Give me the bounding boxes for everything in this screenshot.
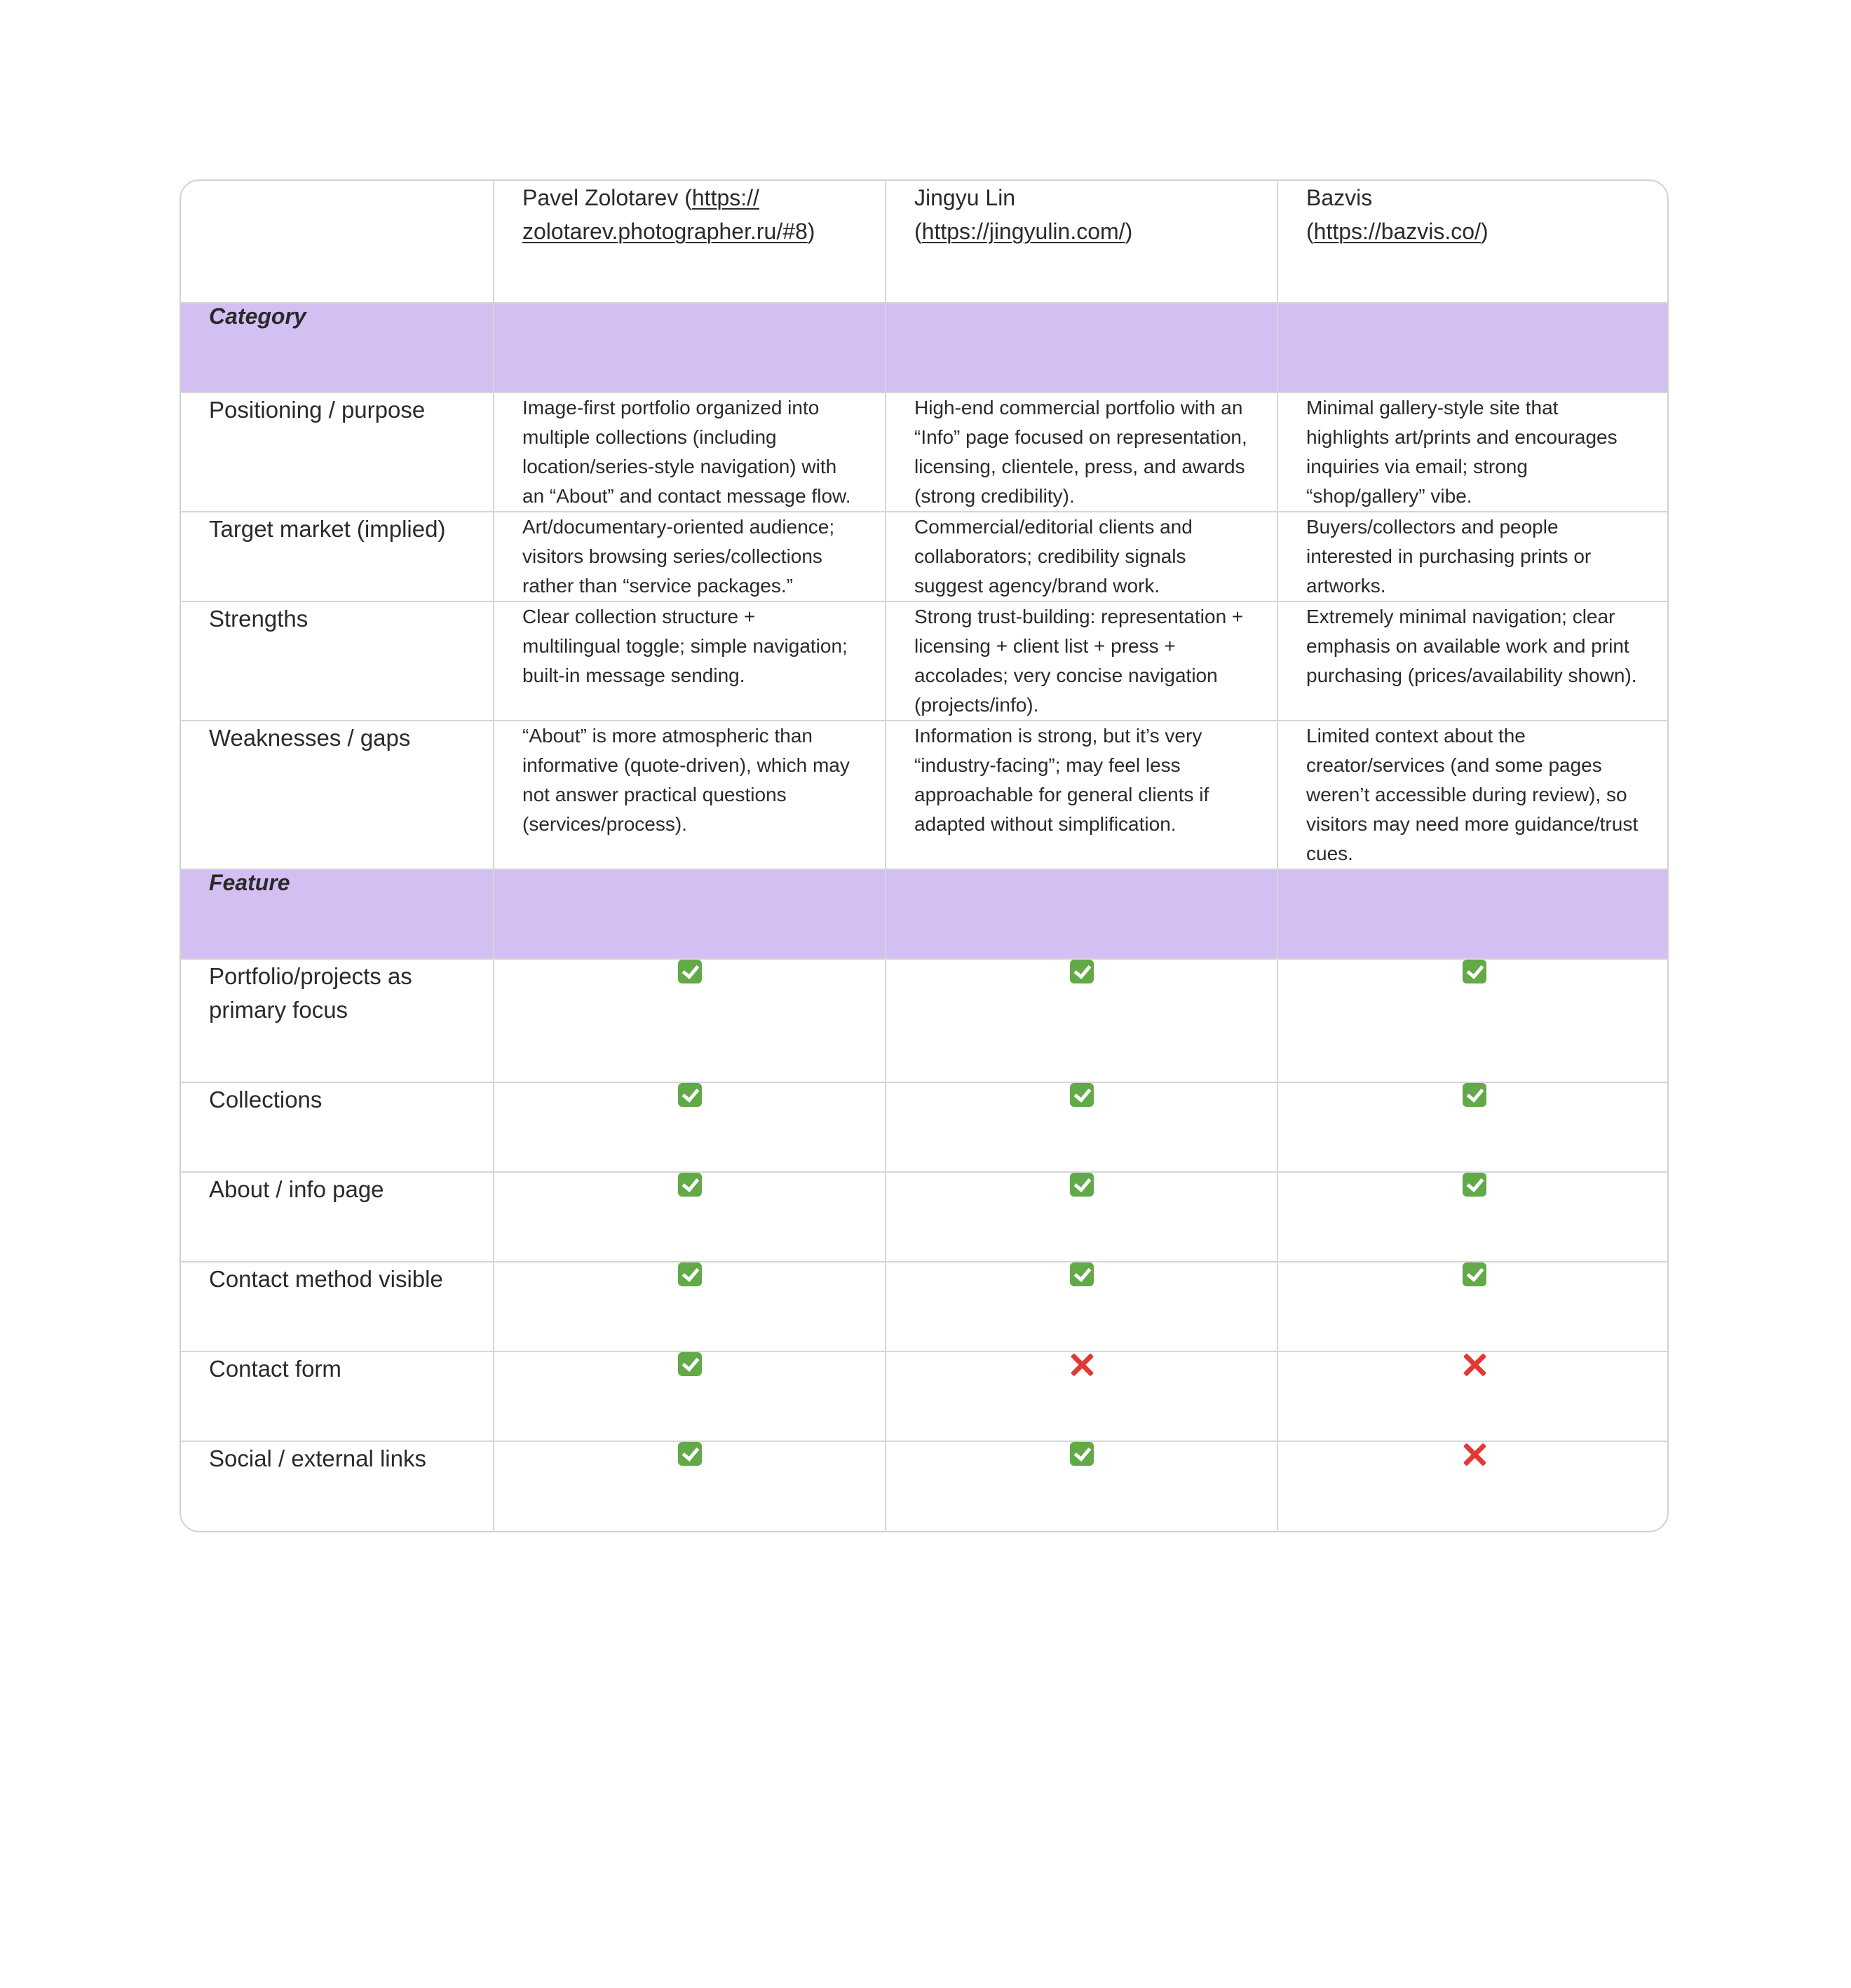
table-cell	[1277, 393, 1669, 512]
competitor-name: Pavel Zolotarev (	[522, 185, 692, 210]
feature-row-contact-form	[181, 1352, 1669, 1441]
cell-text: Art/documentary-oriented audience; visitors browsing series/collections rather than “service packages.”	[522, 516, 835, 597]
table-row-target-market	[181, 512, 1669, 601]
header-cell-jingyu	[886, 181, 1277, 303]
table-cell	[494, 721, 886, 869]
link-line-2: zolotarev.photographer.ru/#8	[522, 219, 808, 244]
section-empty-cell	[886, 869, 1277, 959]
mark-cell	[886, 1082, 1277, 1172]
cell-text: Information is strong, but it’s very “industry-facing”; may feel less approachable for general clients if adapted without simplification.	[914, 725, 1209, 835]
table-cell	[886, 601, 1277, 721]
row-label: Portfolio/projects as primary focus	[209, 963, 412, 1023]
section-label-cell	[181, 303, 494, 393]
competitor-link[interactable]: https://bazvis.co/	[1313, 219, 1481, 244]
cell-text: Minimal gallery-style site that highlights art/prints and encourages inquiries via email; strong “shop/gallery” vibe.	[1306, 397, 1618, 507]
check-icon	[1070, 1262, 1094, 1286]
row-label: Strengths	[209, 606, 308, 632]
paren-close: )	[1480, 219, 1489, 244]
paren-open: (	[1306, 219, 1314, 244]
mark-cell	[886, 1441, 1277, 1531]
competitor-name: Jingyu Lin	[914, 185, 1016, 210]
link-line-1: https://	[691, 185, 759, 210]
mark-cell	[1277, 1172, 1669, 1262]
mark-cell	[494, 1441, 886, 1531]
table-cell	[886, 512, 1277, 601]
row-label: Collections	[209, 1087, 323, 1112]
header-cell-zolotarev	[494, 181, 886, 303]
cell-text: Image-first portfolio organized into multiple collections (including location/series-style navigation) with an “About” and contact message flow.	[522, 397, 851, 507]
cell-text: Clear collection structure + multilingual toggle; simple navigation; built-in message sending.	[522, 606, 848, 686]
row-label-cell	[181, 959, 494, 1082]
table-row-positioning	[181, 393, 1669, 512]
row-label: Contact form	[209, 1356, 341, 1382]
cell-text: Limited context about the creator/services (and some pages weren’t accessible during review), so visitors may need more guidance/trust cues.	[1306, 725, 1639, 864]
row-label-cell	[181, 1352, 494, 1441]
mark-cell	[494, 1262, 886, 1352]
mark-cell	[494, 959, 886, 1082]
mark-cell	[494, 1172, 886, 1262]
competitor-name: Bazvis	[1306, 185, 1373, 210]
check-icon	[678, 960, 702, 983]
feature-row-collections	[181, 1082, 1669, 1172]
mark-cell	[494, 1082, 886, 1172]
paren-open: (	[914, 219, 922, 244]
cross-icon	[1069, 1352, 1094, 1377]
feature-row-portfolio	[181, 959, 1669, 1082]
table-cell	[1277, 512, 1669, 601]
row-label: Social / external links	[209, 1445, 426, 1471]
check-icon	[1070, 1173, 1094, 1197]
table-row-weaknesses	[181, 721, 1669, 869]
comparison-table	[179, 179, 1669, 1532]
cross-icon	[1462, 1352, 1487, 1377]
table-cell	[886, 721, 1277, 869]
table-cell	[1277, 721, 1669, 869]
mark-cell	[886, 959, 1277, 1082]
section-label-cell	[181, 869, 494, 959]
mark-cell	[1277, 1352, 1669, 1441]
feature-row-social	[181, 1441, 1669, 1531]
check-icon	[678, 1352, 702, 1376]
cell-text: “About” is more atmospheric than informative (quote-driven), which may not answer practical questions (services/process).	[522, 725, 850, 835]
row-label-cell	[181, 512, 494, 601]
mark-cell	[886, 1262, 1277, 1352]
mark-cell	[1277, 1082, 1669, 1172]
row-label-cell	[181, 1172, 494, 1262]
mark-cell	[494, 1352, 886, 1441]
mark-cell	[1277, 959, 1669, 1082]
section-label: Feature	[209, 870, 290, 895]
paren-close: )	[1125, 219, 1133, 244]
table-cell	[494, 512, 886, 601]
check-icon	[678, 1262, 702, 1286]
section-empty-cell	[1277, 869, 1669, 959]
check-icon	[1463, 1262, 1486, 1286]
row-label-cell	[181, 1441, 494, 1531]
section-empty-cell	[494, 869, 886, 959]
mark-cell	[1277, 1441, 1669, 1531]
section-row-category	[181, 303, 1669, 393]
row-label: About / info page	[209, 1176, 384, 1202]
check-icon	[678, 1173, 702, 1197]
check-icon	[1070, 960, 1094, 983]
feature-row-contact-method	[181, 1262, 1669, 1352]
feature-row-about	[181, 1172, 1669, 1262]
check-icon	[1463, 1173, 1486, 1197]
mark-cell	[886, 1352, 1277, 1441]
section-label: Category	[209, 304, 306, 329]
table-cell	[494, 393, 886, 512]
table-cell	[886, 393, 1277, 512]
cell-text: High-end commercial portfolio with an “Info” page focused on representation, licensing, clientele, press, and awards (strong credibility).	[914, 397, 1247, 507]
row-label: Weaknesses / gaps	[209, 725, 411, 751]
row-label-cell	[181, 1262, 494, 1352]
header-row	[181, 181, 1669, 303]
row-label: Contact method visible	[209, 1266, 443, 1292]
row-label-cell	[181, 721, 494, 869]
table-cell	[1277, 601, 1669, 721]
row-label: Positioning / purpose	[209, 397, 426, 423]
check-icon	[1070, 1442, 1094, 1466]
cell-text: Commercial/editorial clients and collaborators; credibility signals suggest agency/brand work.	[914, 516, 1193, 597]
row-label-cell	[181, 1082, 494, 1172]
mark-cell	[886, 1172, 1277, 1262]
section-row-feature	[181, 869, 1669, 959]
competitor-link[interactable]: https://jingyulin.com/	[921, 219, 1125, 244]
table-row-strengths	[181, 601, 1669, 721]
section-empty-cell	[1277, 303, 1669, 393]
cell-text: Buyers/collectors and people interested in purchasing prints or artworks.	[1306, 516, 1592, 597]
section-empty-cell	[886, 303, 1277, 393]
check-icon	[1463, 960, 1486, 983]
check-icon	[1070, 1083, 1094, 1107]
check-icon	[678, 1442, 702, 1466]
check-icon	[678, 1083, 702, 1107]
table-cell	[494, 601, 886, 721]
row-label-cell	[181, 601, 494, 721]
cell-text: Extremely minimal navigation; clear emphasis on available work and print purchasing (prices/availability shown).	[1306, 606, 1637, 686]
cross-icon	[1462, 1442, 1487, 1467]
header-empty-cell	[181, 181, 494, 303]
header-cell-bazvis	[1277, 181, 1669, 303]
row-label-cell	[181, 393, 494, 512]
paren-close: )	[807, 219, 815, 244]
row-label: Target market (implied)	[209, 516, 446, 542]
mark-cell	[1277, 1262, 1669, 1352]
check-icon	[1463, 1083, 1486, 1107]
section-empty-cell	[494, 303, 886, 393]
cell-text: Strong trust-building: representation + licensing + client list + press + accolades; very concise navigation (projects/info).	[914, 606, 1244, 716]
